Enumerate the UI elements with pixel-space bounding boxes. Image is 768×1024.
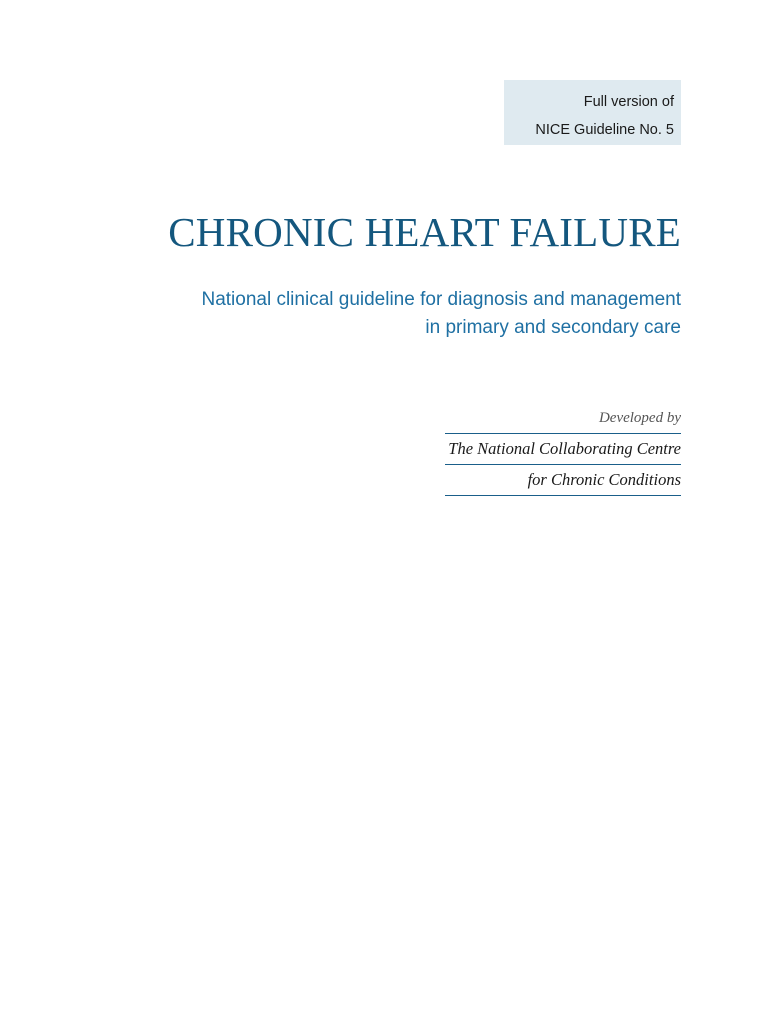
subtitle-line-2: in primary and secondary care xyxy=(425,317,681,338)
developed-by-label: Developed by xyxy=(598,410,681,426)
organisation-line-1: The National Collaborating Centre xyxy=(445,433,681,464)
subtitle-line-1: National clinical guideline for diagnosis and management xyxy=(201,289,681,310)
organisation-line-2: for Chronic Conditions xyxy=(445,464,681,495)
version-line-2: NICE Guideline No. 5 xyxy=(535,122,674,138)
guideline-version-box xyxy=(504,80,681,145)
developer-organisation xyxy=(445,433,681,496)
version-line-1: Full version of xyxy=(583,94,674,110)
document-title: CHRONIC HEART FAILURE xyxy=(168,209,681,255)
document-subtitle xyxy=(201,286,681,342)
bottom-rule xyxy=(445,495,681,496)
